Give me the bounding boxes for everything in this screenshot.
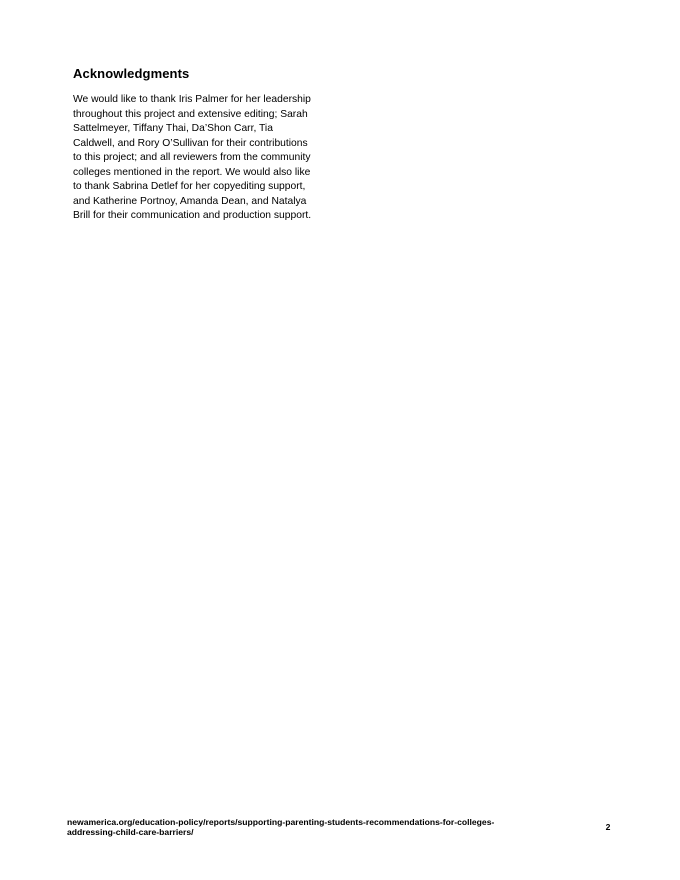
- acknowledgments-heading: Acknowledgments: [73, 66, 190, 81]
- paragraph-line: to this project; and all reviewers from the community: [73, 152, 311, 163]
- footer-url-line: newamerica.org/education-policy/reports/supporting-parenting-students-recommendations-for-colleges-: [67, 817, 495, 827]
- paragraph-line: Sattelmeyer, Tiffany Thai, Da’Shon Carr, Tia: [73, 123, 273, 134]
- paragraph-line: colleges mentioned in the report. We would also like: [73, 166, 311, 178]
- acknowledgments-paragraph: [73, 93, 348, 224]
- footer-url-line: addressing-child-care-barriers/: [67, 827, 194, 837]
- page-number: 2: [605, 822, 611, 832]
- paragraph-line: to thank Sabrina Detlef for her copyediting support,: [73, 181, 306, 192]
- paragraph-line: Brill for their communication and production support.: [73, 210, 312, 221]
- paragraph-line: We would like to thank Iris Palmer for her leadership: [73, 94, 311, 105]
- footer-url-link[interactable]: [67, 817, 582, 837]
- paragraph-line: Caldwell, and Rory O’Sullivan for their contributions: [73, 137, 308, 149]
- paragraph-line: throughout this project and extensive editing; Sarah: [73, 108, 308, 120]
- paragraph-line: and Katherine Portnoy, Amanda Dean, and Natalya: [73, 195, 307, 207]
